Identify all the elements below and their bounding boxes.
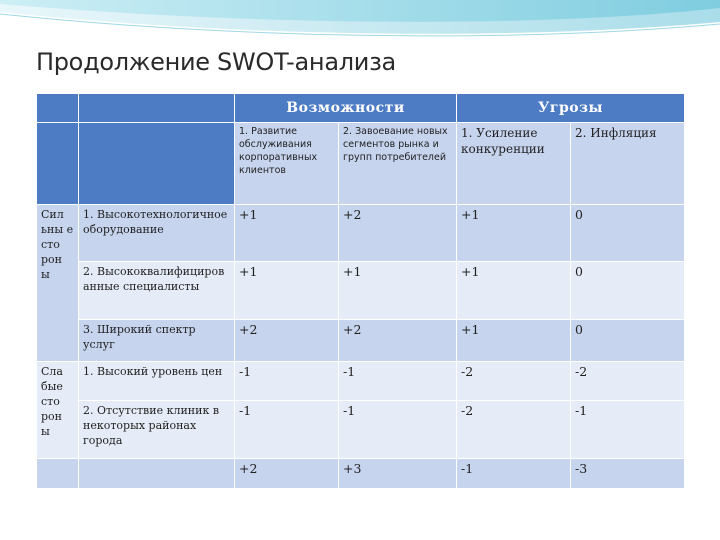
score-cell: -1 xyxy=(571,401,685,459)
score-cell: -1 xyxy=(339,401,457,459)
total-cell: -1 xyxy=(457,459,571,489)
corner-cell xyxy=(79,123,235,205)
factor-label: 2. Высококвалифициров анные специалисты xyxy=(79,262,235,320)
factor-label: 2. Отсутствие клиник в некоторых районах города xyxy=(79,401,235,459)
corner-cell xyxy=(79,94,235,123)
score-cell: 0 xyxy=(571,205,685,262)
factor-label: 1. Высокий уровень цен xyxy=(79,362,235,401)
column-header: 1. Развитие обслуживания корпоративных клиентов xyxy=(235,123,339,205)
score-cell: +1 xyxy=(339,262,457,320)
score-cell: +2 xyxy=(235,320,339,362)
total-cell: -3 xyxy=(571,459,685,489)
score-cell: +1 xyxy=(235,262,339,320)
corner-cell xyxy=(37,94,79,123)
score-cell: +2 xyxy=(339,205,457,262)
column-header: 2. Инфляция xyxy=(571,123,685,205)
score-cell: -2 xyxy=(571,362,685,401)
score-cell: -1 xyxy=(339,362,457,401)
strengths-label: Сил ьны е сто рон ы xyxy=(37,205,79,362)
opportunities-header: Возможности xyxy=(235,94,457,123)
factor-label: 1. Высокотехнологичное оборудование xyxy=(79,205,235,262)
column-header: 2. Завоевание новых сегментов рынка и групп потребителей xyxy=(339,123,457,205)
column-header: 1. Усиление конкуренции xyxy=(457,123,571,205)
total-cell: +2 xyxy=(235,459,339,489)
score-cell: -2 xyxy=(457,362,571,401)
score-cell: +1 xyxy=(457,262,571,320)
slide-title: Продолжение SWOT-анализа xyxy=(36,48,396,76)
score-cell: 0 xyxy=(571,262,685,320)
corner-cell xyxy=(37,123,79,205)
score-cell: +1 xyxy=(457,320,571,362)
factor-label: 3. Широкий спектр услуг xyxy=(79,320,235,362)
weaknesses-label: Сла бые сто рон ы xyxy=(37,362,79,459)
score-cell: +1 xyxy=(457,205,571,262)
score-cell: 0 xyxy=(571,320,685,362)
total-cell: +3 xyxy=(339,459,457,489)
score-cell: +2 xyxy=(339,320,457,362)
threats-header: Угрозы xyxy=(457,94,685,123)
score-cell: -1 xyxy=(235,362,339,401)
factor-label xyxy=(79,459,235,489)
score-cell: -2 xyxy=(457,401,571,459)
score-cell: -1 xyxy=(235,401,339,459)
header-decoration xyxy=(0,0,720,50)
swot-table xyxy=(36,93,685,489)
score-cell: +1 xyxy=(235,205,339,262)
total-row-label xyxy=(37,459,79,489)
